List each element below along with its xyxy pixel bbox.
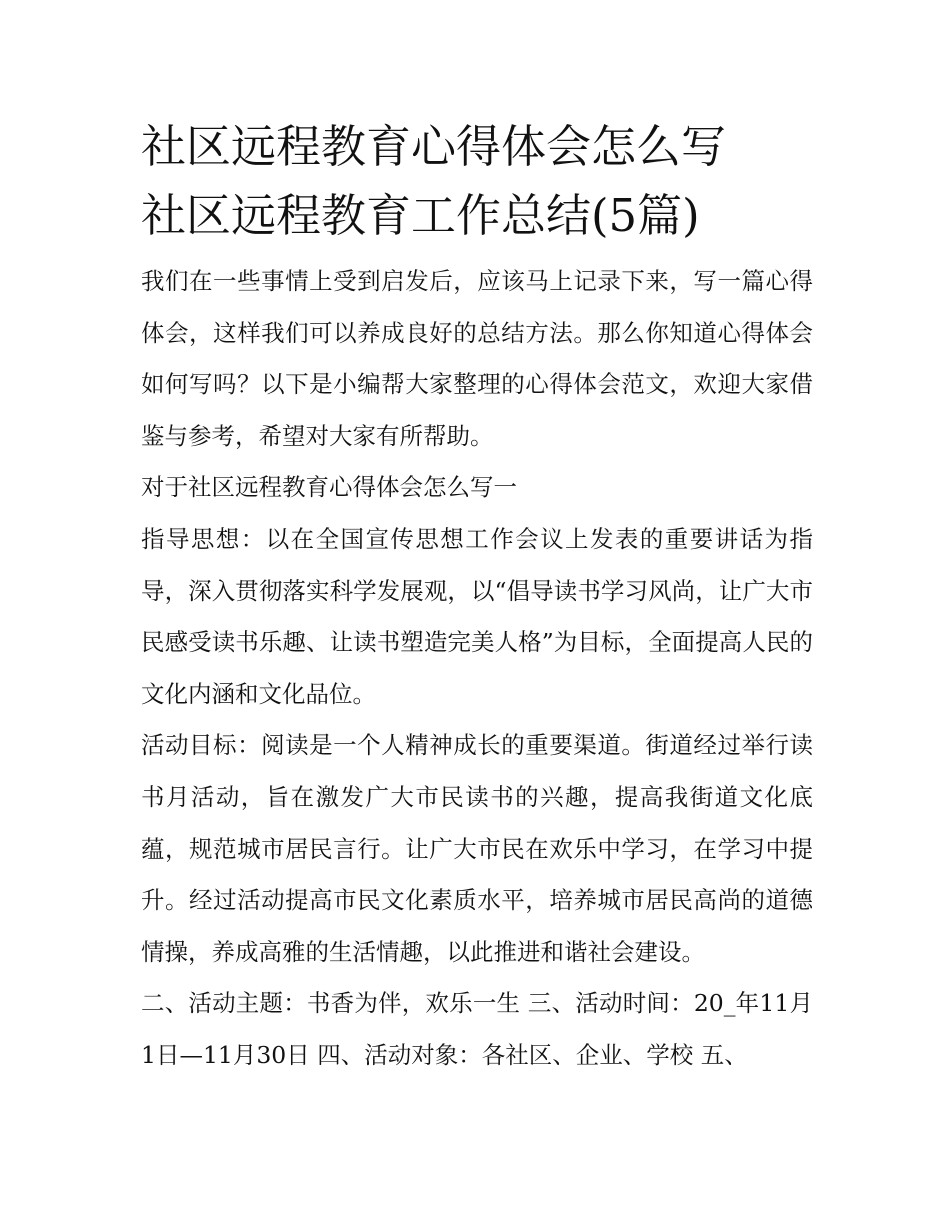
document-content (141, 112, 813, 1082)
activity-details-paragraph: 二、活动主题：书香为伴，欢乐一生 三、活动时间：20_年11月1日—11月30日 四、活动对象：各社区、企业、学校 五、 (141, 989, 813, 1069)
title-line-2: 社区远程教育工作总结(5篇) (141, 189, 700, 242)
guiding-thought-paragraph: 指导思想：以在全国宣传思想工作会议上发表的重要讲话为指导，深入贯彻落实科学发展观，以“倡导读书学习风尚，让广大市民感受读书乐趣、让读书塑造完美人格”为目标，全面提高人民的文化内涵和文化品位。 (141, 524, 813, 708)
section-heading: 对于社区远程教育心得体会怎么写一 (141, 473, 517, 502)
intro-paragraph: 我们在一些事情上受到启发后，应该马上记录下来，写一篇心得体会，这样我们可以养成良好的总结方法。那么你知道心得体会如何写吗？以下是小编帮大家整理的心得体会范文，欢迎大家借鉴与参考，希望对大家有所帮助。 (141, 267, 813, 450)
document-title (141, 112, 813, 250)
activity-goal-paragraph: 活动目标：阅读是一个人精神成长的重要渠道。街道经过举行读书月活动，旨在激发广大市民读书的兴趣，提高我街道文化底蕴，规范城市居民言行。让广大市民在欢乐中学习，在学习中提升。经过活动提高市民文化素质水平，培养城市居民高尚的道德情操，养成高雅的生活情趣，以此推进和谐社会建设。 (141, 731, 813, 966)
title-line-1: 社区远程教育心得体会怎么写 (141, 120, 727, 173)
